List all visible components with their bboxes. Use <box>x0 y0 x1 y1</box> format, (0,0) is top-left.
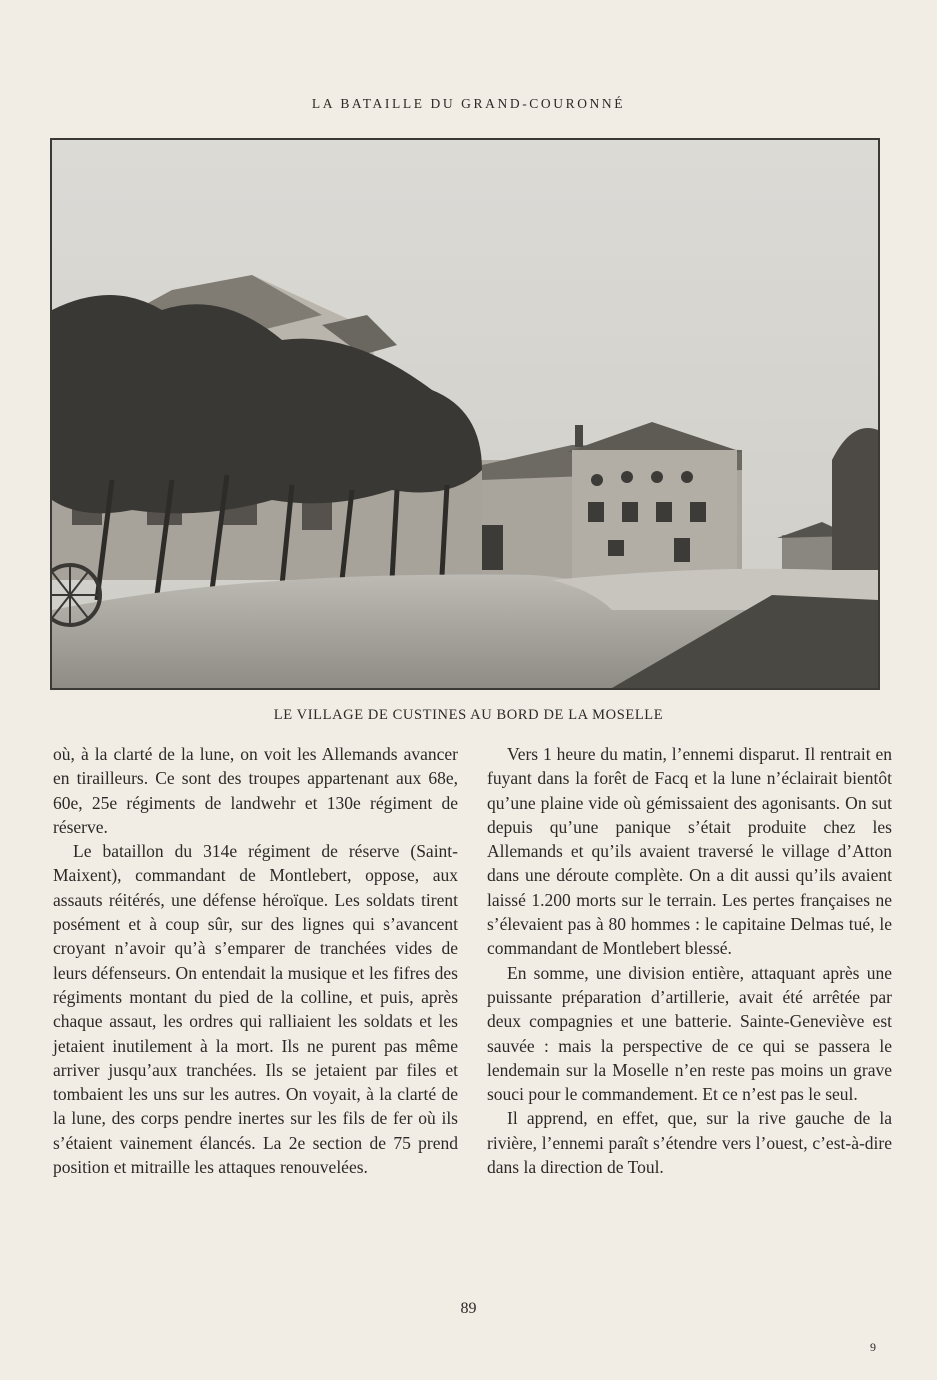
paragraph: En somme, une division entière, attaquant après une puissante préparation d’artillerie, avait été arrêtée par deux compagnies et une batterie. Sainte-Geneviève est sauvée : mais la perspective de ce qui se passera le lendemain sur la Moselle n’en reste pas moins un grave souci pour le commandement. Et ce n’est pas le seul. <box>487 962 892 1105</box>
paragraph: Il apprend, en effet, que, sur la rive gauche de la rivière, l’ennemi paraît s’étendre vers l’ouest, c’est-à-dire dans la direction de Toul. <box>487 1108 892 1178</box>
paragraph: Vers 1 heure du matin, l’ennemi disparut. Il rentrait en fuyant dans la forêt de Facq et la lune n’éclairait bientôt qu’une plaine vide où gémissaient des agonisants. On sut depuis qu’une panique s’était produite chez les Allemands et qu’ils avaient traversé le village d’Atton dans une déroute complète. On a dit aussi qu’ils avaient laissé 1.200 morts sur le terrain. Les pertes françaises ne s’élevaient pas à 80 hommes : le capitaine Delmas tué, le commandant de Montlebert blessé. <box>487 744 892 959</box>
signature-mark: 9 <box>870 1340 876 1354</box>
figure-caption: LE VILLAGE DE CUSTINES AU BORD DE LA MOSELLE <box>273 707 664 723</box>
page-number: 89 <box>460 1300 477 1317</box>
running-title: LA BATAILLE DU GRAND-COURONNÉ <box>311 96 626 111</box>
photograph-custines-village <box>50 138 880 690</box>
paragraph: où, à la clarté de la lune, on voit les Allemands avancer en tirailleurs. Ce sont des troupes appartenant aux 68e, 60e, 25e régiments de landwehr et 130e régiment de réserve. <box>53 744 458 837</box>
right-column <box>487 742 892 1179</box>
paragraph: Le bataillon du 314e régiment de réserve (Saint-Maixent), commandant de Montlebert, oppose, aux assauts réitérés, une défense héroïque. Les soldats tirent posément et à coup sûr, sur des lignes qui s’avancent croyant n’avoir qu’à s’emparer de tranchées vides de leurs défenseurs. On entendait la musique et les fifres des régiments montant du pied de la colline, et puis, après chaque assaut, les ordres qui ralliaient les soldats et les jetaient inutilement à la mort. Ils ne purent pas même arriver jusqu’aux tranchées. Ils se jetaient par files et tombaient les uns sur les autres. On voyait, à la clarté de la lune, des corps pendre inertes sur les fils de fer où ils s’étaient vainement élancés. La 2e section de 75 prend position et mitraille les attaques renouvelées. <box>53 841 458 1178</box>
left-column <box>53 742 458 1179</box>
